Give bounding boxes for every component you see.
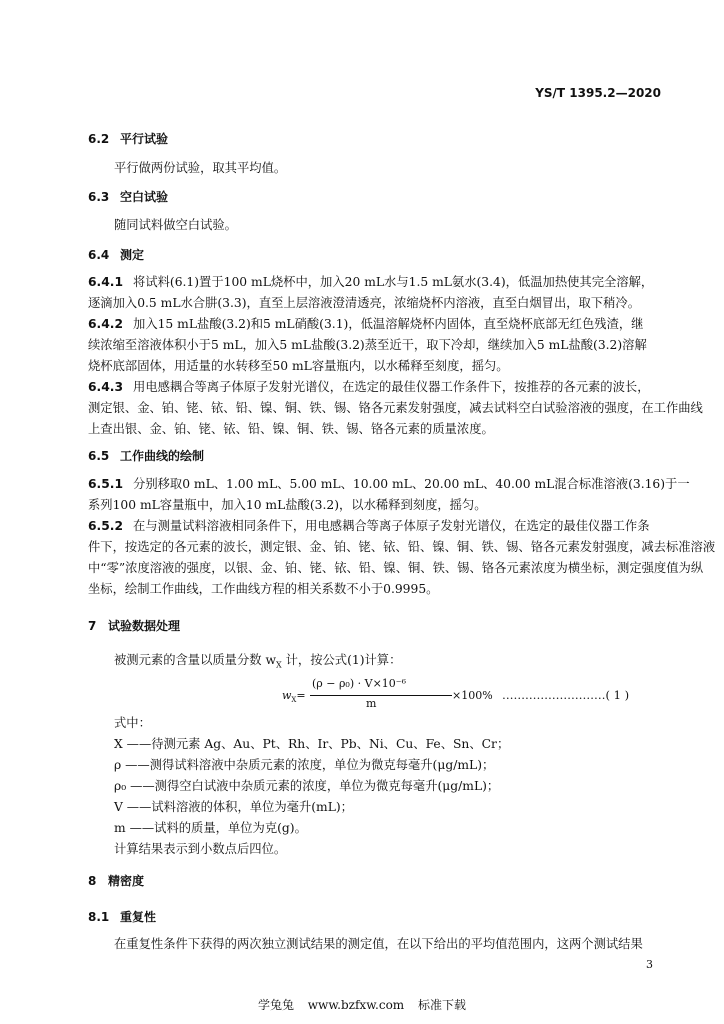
formula-percent: ×100%	[452, 689, 493, 702]
paragraph-6-4-1: 6.4.1 将试料(6.1)置于100 mL烧杯中，加入20 mL水与1.5 mL氨水(3.4)，低温加热使其完全溶解， 逐滴加入0.5 mL水合肼(3.3)，直至上层溶液澄清透亮，浓缩烧杯内溶液，直至白烟冒出，取下稍冷。	[88, 275, 654, 310]
heading-8: 8 精密度	[88, 874, 145, 888]
paragraph-6-4-3: 6.4.3 用电感耦合等离子体原子发射光谱仪，在选定的最佳仪器工作条件下，按推荐的各元素的波长， 测定银、金、铂、铑、铱、铅、镍、铜、铁、锡、铬各元素发射强度，减去试料空白试验溶液的强度，在工作曲线 上查出银、金、铂、铑、铱、铅、镍、铜、铁、锡、铬各元素的质量浓度。	[88, 380, 703, 436]
equation-number: ………………………( 1 )	[502, 688, 630, 702]
paragraph-6-5-1: 6.5.1 分别移取0 mL、1.00 mL、5.00 mL、10.00 mL、20.00 mL、40.00 mL混合标准溶液(3.16)于一 系列100 mL容量瓶中，加入10 mL盐酸(3.2)，以水稀释到刻度，摇匀。	[88, 477, 690, 512]
paragraph-6-3: 随同试料做空白试验。	[114, 218, 237, 232]
heading-7: 7 试验数据处理	[88, 619, 181, 633]
watermark-footer: 学兔兔 www.bzfxw.com 标准下载	[257, 998, 467, 1012]
standard-number: YS/T 1395.2—2020	[535, 86, 661, 100]
heading-6-2: 6.2 平行试验	[88, 132, 169, 146]
paragraph-6-4-2: 6.4.2 加入15 mL盐酸(3.2)和5 mL硝酸(3.1)，低温溶解烧杯内固体，直至烧杯底部无红色残渣，继 续浓缩至溶液体积小于5 mL，加入5 mL盐酸(3.2)蒸至近干，取下冷却，继续加入5 mL盐酸(3.2)溶解 烧杯底部固体，用适量的水转移至50 mL容量瓶内，以水稀释至刻度，摇匀。	[88, 317, 647, 373]
formula-denominator: m	[366, 697, 377, 710]
heading-8-1: 8.1 重复性	[88, 910, 157, 924]
fraction-bar	[310, 695, 452, 696]
heading-6-5: 6.5 工作曲线的绘制	[88, 449, 205, 463]
page-number: 3	[646, 958, 653, 971]
formula-lhs: $w_X=$	[282, 689, 306, 705]
formula-numerator: (ρ − ρ₀) · V×10⁻⁶	[312, 677, 406, 690]
symbol-definitions: 式中： X ——待测元素 Ag、Au、Pt、Rh、Ir、Pb、Ni、Cu、Fe、Sn、Cr； ρ ——测得试料溶液中杂质元素的浓度，单位为微克每毫升(μg/mL)； ρ₀ ——测得空白试液中杂质元素的浓度，单位为微克每毫升(μg/mL)； V ——试料溶液的体积，单位为毫升(mL)； m ——试料的质量，单位为克(g)。 计算结果表示到小数点后四位。	[114, 716, 510, 856]
paragraph-8-1: 在重复性条件下获得的两次独立测试结果的测定值，在以下给出的平均值范围内，这两个测试结果	[114, 937, 643, 951]
heading-6-3: 6.3 空白试验	[88, 190, 169, 204]
formula-1	[282, 677, 493, 713]
paragraph-6-2: 平行做两份试验，取其平均值。	[114, 161, 287, 175]
paragraph-6-5-2: 6.5.2 在与测量试料溶液相同条件下，用电感耦合等离子体原子发射光谱仪，在选定的最佳仪器工作条 件下，按选定的各元素的波长，测定银、金、铂、铑、铱、铅、镍、铜、铁、锡、铬各元素发射强度，减去标准溶液 中“零”浓度溶液的强度，以银、金、铂、铑、铱、铅、镍、铜、铁、锡、铬各元素浓度为横坐标，测定强度值为纵 坐标，绘制工作曲线，工作曲线方程的相关系数不小于0.9995。	[88, 519, 716, 596]
formula-intro: 被测元素的含量以质量分数 $w_X$ 计，按公式(1)计算：	[114, 653, 402, 670]
heading-6-4: 6.4 测定	[88, 248, 145, 262]
